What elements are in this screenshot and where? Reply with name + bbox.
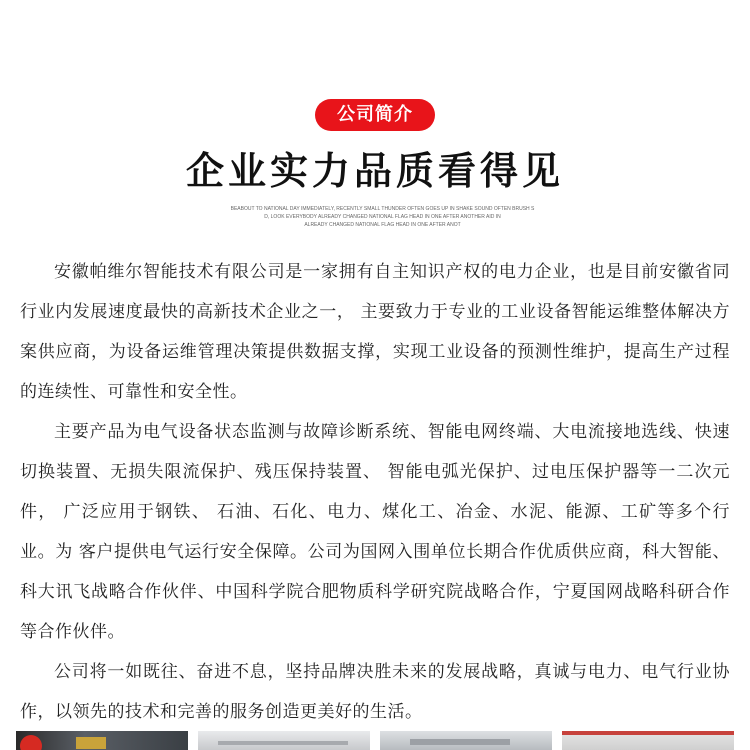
photo-detail (20, 735, 42, 750)
photo-detail (410, 739, 510, 745)
photo-detail (218, 741, 348, 745)
photo-equipment (16, 731, 188, 750)
photo-strip (0, 731, 750, 750)
page-title: 企业实力品质看得见 (185, 149, 564, 193)
paragraph-vision: 公司将一如既往、奋进不息，坚持品牌决胜未来的发展战略，真诚与电力、电气行业协作，以领先的技术和完善的服务创造更美好的生活。 (20, 662, 730, 722)
photo-office (198, 731, 370, 750)
photo-workshop (380, 731, 552, 750)
photo-detail (562, 731, 734, 735)
company-intro-text (20, 252, 730, 732)
photo-detail (76, 737, 106, 749)
photo-lobby (562, 731, 734, 750)
subtitle-line: BEABOUT TO NATIONAL DAY IMMEDIATELY, RECENTLY SMALL THUNDER OFTEN GOES UP IN SHAKE SOUND OFTEN BRUSH S (230, 206, 535, 212)
english-subtitle (225, 205, 540, 229)
badge-wrapper (0, 99, 750, 131)
subtitle-line: ALREADY CHANGED NATIONAL FLAG HEAD IN ONE AFTER ANOT (304, 222, 461, 228)
paragraph-overview: 安徽帕维尔智能技术有限公司是一家拥有自主知识产权的电力企业，也是目前安徽省同行业内发展速度最快的高新技术企业之一， 主要致力于专业的工业设备智能运维整体解决方案供应商，为设备运维管理决策提供数据支撑，实现工业设备的预测性维护，提高生产过程的连续性、可靠性和安全性。 (20, 262, 730, 402)
subtitle-line: D, LOOK EVERYBODY ALREADY CHANGED NATIONAL FLAG HEAD IN ONE AFTER ANOTHER AID IN (264, 214, 501, 220)
section-badge: 公司简介 (315, 99, 435, 131)
paragraph-products: 主要产品为电气设备状态监测与故障诊断系统、智能电网终端、大电流接地选线、快速切换装置、无损失限流保护、残压保持装置、 智能电弧光保护、过电压保护器等一二次元件， 广泛应用于钢铁、 石油、石化、电力、煤化工、冶金、水泥、能源、工矿等多个行业。为 客户提供电气运行安全保障。公司为国网入围单位长期合作优质供应商，科大智能、科大讯飞战略合作伙伴、中国科学院合肥物质科学研究院战略合作，宁夏国网战略科研合作等合作伙伴。 (20, 422, 730, 642)
